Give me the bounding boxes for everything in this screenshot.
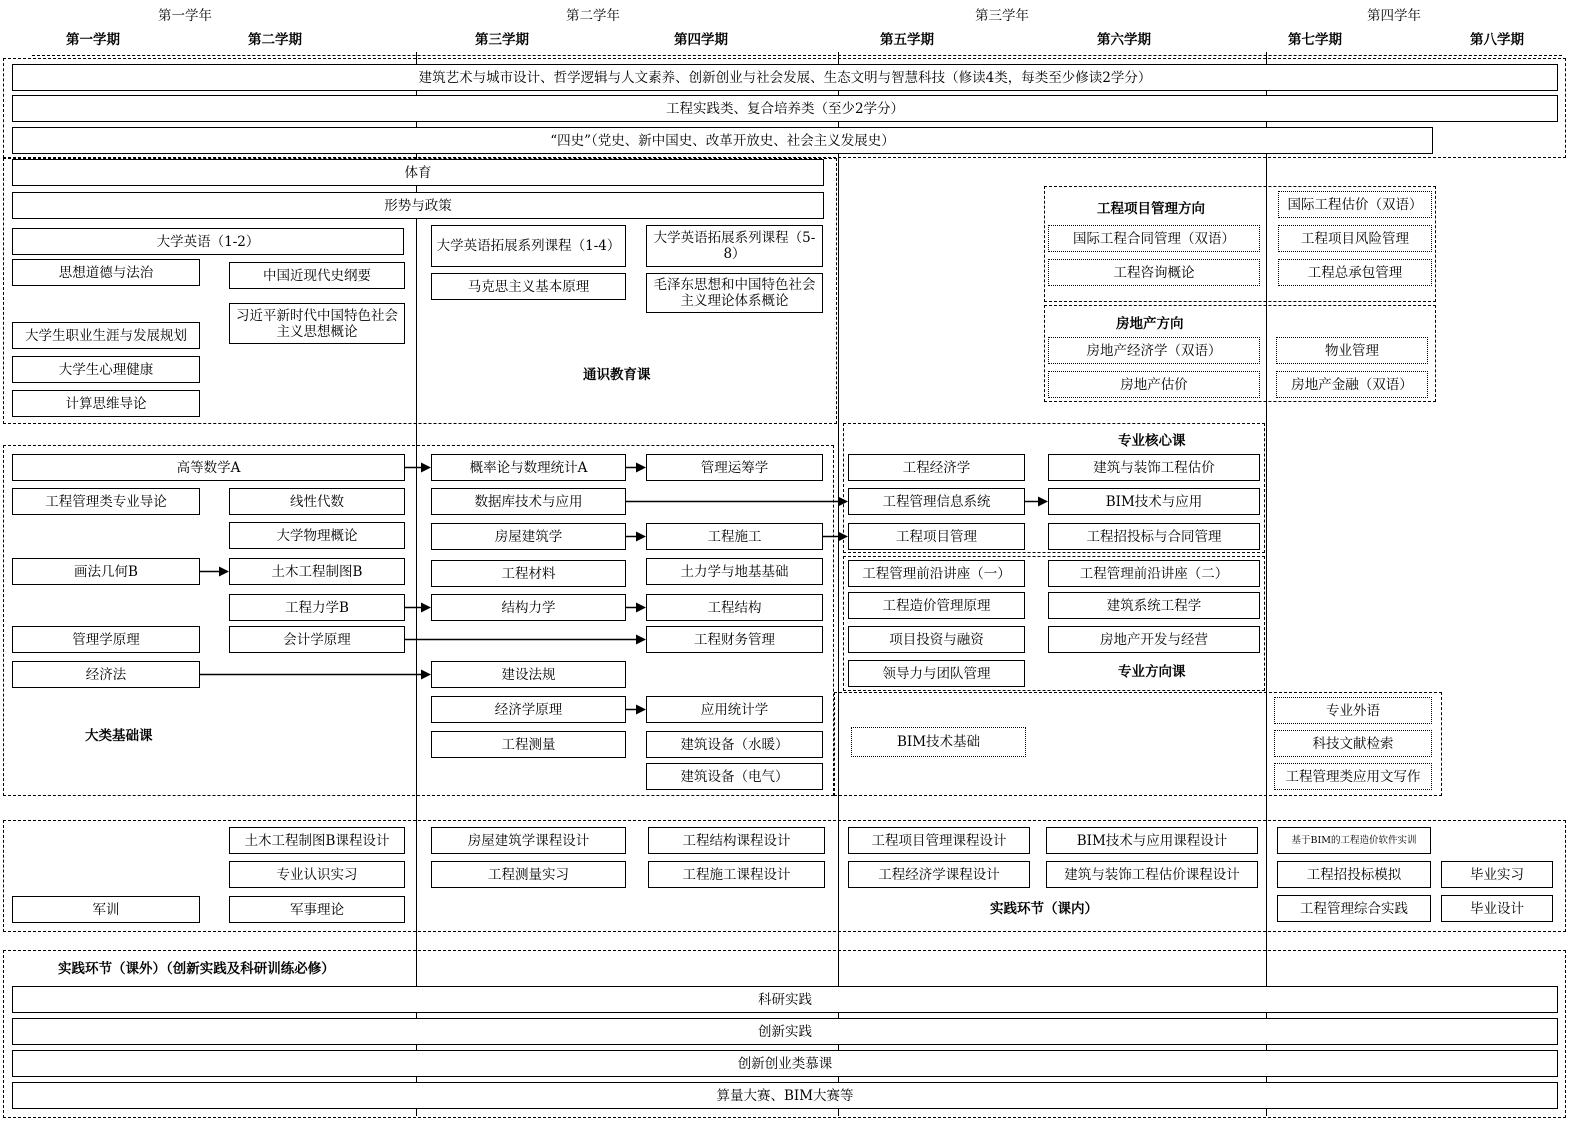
course-box: 大学英语（1-2） xyxy=(12,228,404,255)
arrow-head xyxy=(1038,497,1048,507)
course-box: 项目投资与融资 xyxy=(848,626,1025,653)
course-box: 工程财务管理 xyxy=(646,626,823,653)
course-box: 工程施工课程设计 xyxy=(648,861,825,888)
course-box: 军训 xyxy=(12,896,200,923)
course-box: 线性代数 xyxy=(229,488,405,515)
course-box: 国际工程估价（双语） xyxy=(1278,191,1432,218)
course-box: 工程造价管理原理 xyxy=(848,592,1025,619)
course-box: 工程咨询概论 xyxy=(1048,259,1260,286)
course-box: 建筑系统工程学 xyxy=(1048,592,1260,619)
section-label-re-direction: 房地产方向 xyxy=(1116,316,1184,332)
course-box: 工程经济学 xyxy=(848,454,1025,481)
arrow-head xyxy=(838,497,848,507)
arrow-head xyxy=(421,603,431,613)
course-box: 高等数学A xyxy=(12,454,405,481)
course-box: 创新创业类慕课 xyxy=(12,1050,1558,1077)
course-box: 工程管理信息系统 xyxy=(848,488,1025,515)
course-box: 房屋建筑学课程设计 xyxy=(431,827,626,854)
course-box: 工程测量实习 xyxy=(431,861,626,888)
course-box: 工程管理类专业导论 xyxy=(12,488,200,515)
course-box: 工程实践类、复合培养类（至少2学分） xyxy=(12,95,1558,122)
course-box: 工程项目管理课程设计 xyxy=(848,827,1030,854)
course-box: 概率论与数理统计A xyxy=(431,454,626,481)
course-box: 房地产估价 xyxy=(1048,371,1260,398)
course-box: 管理运筹学 xyxy=(646,454,823,481)
course-box: 领导力与团队管理 xyxy=(848,660,1025,687)
course-box: BIM技术与应用 xyxy=(1048,488,1260,515)
course-box: BIM技术基础 xyxy=(851,727,1026,757)
course-box: 土力学与地基基础 xyxy=(646,558,823,585)
course-box: 物业管理 xyxy=(1276,337,1428,364)
course-box: 建筑与装饰工程估价课程设计 xyxy=(1046,861,1258,888)
course-box: 习近平新时代中国特色社会主义思想概论 xyxy=(229,303,405,344)
course-box: 房地产经济学（双语） xyxy=(1048,337,1260,364)
course-box: 工程施工 xyxy=(646,523,823,550)
year-4-header: 第四学年 xyxy=(1367,8,1421,24)
course-box: 工程管理前沿讲座（二） xyxy=(1048,560,1260,587)
year-1-header: 第一学年 xyxy=(158,8,212,24)
course-box: 科技文献检索 xyxy=(1274,730,1432,757)
arrow-head xyxy=(421,463,431,473)
course-box: 会计学原理 xyxy=(229,626,405,653)
course-box: “四史”（党史、新中国史、改革开放史、社会主义发展史） xyxy=(12,127,1433,154)
course-box: 国际工程合同管理（双语） xyxy=(1048,225,1260,252)
course-box: 算量大赛、BIM大赛等 xyxy=(12,1082,1558,1109)
course-box: 建筑艺术与城市设计、哲学逻辑与人文素养、创新创业与社会发展、生态文明与智慧科技（修读4类，每类至少修读2学分） xyxy=(12,64,1558,91)
arrow-head xyxy=(636,635,646,645)
course-box: 画法几何B xyxy=(12,558,200,585)
course-box: 房地产金融（双语） xyxy=(1276,371,1428,398)
course-box: 大学生职业生涯与发展规划 xyxy=(12,322,200,349)
course-box: 工程结构 xyxy=(646,594,823,621)
course-box: 马克思主义基本原理 xyxy=(431,273,626,300)
course-box: 工程结构课程设计 xyxy=(648,827,825,854)
course-box: 房地产开发与经营 xyxy=(1048,626,1260,653)
section-label-practice-in: 实践环节（课内） xyxy=(990,901,1098,917)
arrow-head xyxy=(636,532,646,542)
course-box: 建设法规 xyxy=(431,661,626,688)
semester-5-header: 第五学期 xyxy=(880,32,934,48)
year-3-header: 第三学年 xyxy=(975,8,1029,24)
course-box: 军事理论 xyxy=(229,896,405,923)
course-box: 工程力学B xyxy=(229,594,405,621)
semester-7-header: 第七学期 xyxy=(1288,32,1342,48)
course-box: 土木工程制图B课程设计 xyxy=(229,827,405,854)
semester-6-header: 第六学期 xyxy=(1097,32,1151,48)
course-box: 毛泽东思想和中国特色社会主义理论体系概论 xyxy=(646,273,823,313)
course-box: 大学英语拓展系列课程（1-4） xyxy=(431,225,626,267)
course-box: 数据库技术与应用 xyxy=(431,488,626,515)
arrow-head xyxy=(219,567,229,577)
course-box: 工程总承包管理 xyxy=(1278,259,1432,286)
course-box: 科研实践 xyxy=(12,986,1558,1013)
semester-1-header: 第一学期 xyxy=(66,32,120,48)
section-label-direction: 专业方向课 xyxy=(1118,664,1186,680)
course-box: 工程管理综合实践 xyxy=(1277,895,1431,922)
arrow-head xyxy=(636,603,646,613)
course-box: 大学生心理健康 xyxy=(12,356,200,383)
course-box: 毕业实习 xyxy=(1441,861,1553,888)
course-box: 应用统计学 xyxy=(646,696,823,723)
course-box: 工程项目风险管理 xyxy=(1278,225,1432,252)
course-box: 创新实践 xyxy=(12,1018,1558,1045)
course-box: 房屋建筑学 xyxy=(431,523,626,550)
course-box: 思想道德与法治 xyxy=(12,259,200,286)
semester-3-header: 第三学期 xyxy=(475,32,529,48)
course-box: 建筑设备（电气） xyxy=(646,763,823,790)
course-box: 专业认识实习 xyxy=(229,861,405,888)
course-box: 计算思维导论 xyxy=(12,390,200,417)
course-box: 大学英语拓展系列课程（5-8） xyxy=(646,225,823,267)
course-box: 毕业设计 xyxy=(1441,895,1553,922)
course-box: 形势与政策 xyxy=(12,192,824,219)
course-box: 大学物理概论 xyxy=(229,522,405,549)
course-box: 工程管理类应用文写作 xyxy=(1274,763,1432,790)
course-box: 经济法 xyxy=(12,661,200,688)
arrow-head xyxy=(636,705,646,715)
course-box: 工程招投标与合同管理 xyxy=(1048,523,1260,550)
section-label-basic: 大类基础课 xyxy=(85,728,153,744)
course-box: 工程测量 xyxy=(431,731,626,758)
arrow-head xyxy=(636,463,646,473)
section-label-pm-direction: 工程项目管理方向 xyxy=(1097,201,1205,217)
course-box: 工程材料 xyxy=(431,560,626,587)
course-box: 工程管理前沿讲座（一） xyxy=(848,560,1025,587)
semester-4-header: 第四学期 xyxy=(674,32,728,48)
arrow-head xyxy=(838,532,848,542)
course-box: 管理学原理 xyxy=(12,626,200,653)
course-box: 专业外语 xyxy=(1274,697,1432,724)
course-box: 工程招投标模拟 xyxy=(1277,861,1431,888)
course-box: 经济学原理 xyxy=(431,696,626,723)
course-box: 体育 xyxy=(12,159,824,186)
course-box: 工程项目管理 xyxy=(848,523,1025,550)
course-box: 工程经济学课程设计 xyxy=(848,861,1030,888)
course-box: BIM技术与应用课程设计 xyxy=(1046,827,1258,854)
course-box: 中国近现代史纲要 xyxy=(229,262,405,289)
course-box: 建筑设备（水暖） xyxy=(646,731,823,758)
course-box: 基于BIM的工程造价软件实训 xyxy=(1277,827,1431,854)
course-box: 建筑与装饰工程估价 xyxy=(1048,454,1260,481)
section-label-core: 专业核心课 xyxy=(1118,433,1186,449)
section-label-general: 通识教育课 xyxy=(583,367,651,383)
semester-8-header: 第八学期 xyxy=(1470,32,1524,48)
arrow-head xyxy=(421,670,431,680)
year-2-header: 第二学年 xyxy=(566,8,620,24)
course-box: 土木工程制图B xyxy=(229,558,405,585)
section-label-practice-out: 实践环节（课外）（创新实践及科研训练必修） xyxy=(58,961,335,977)
semester-2-header: 第二学期 xyxy=(248,32,302,48)
course-box: 结构力学 xyxy=(431,594,626,621)
